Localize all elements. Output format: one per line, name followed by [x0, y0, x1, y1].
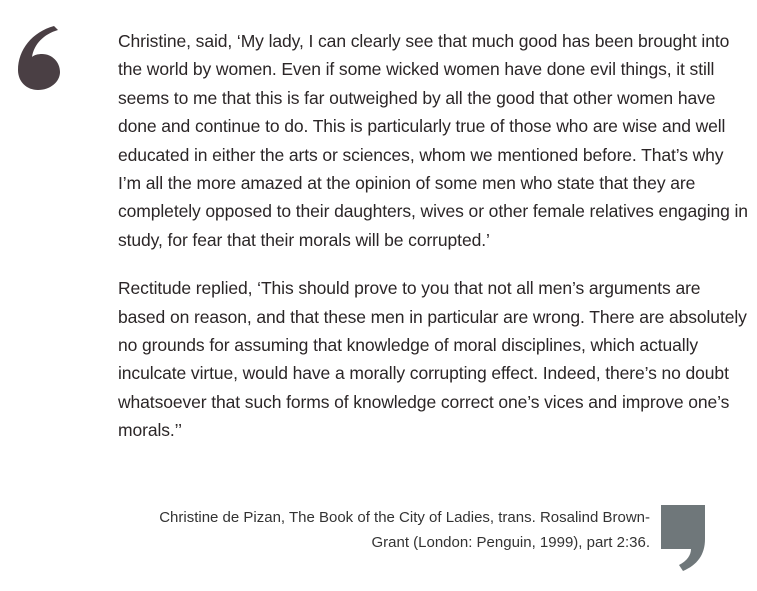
citation — [100, 505, 650, 555]
close-quote-icon — [659, 505, 705, 571]
open-quote-icon — [14, 26, 66, 90]
quote-paragraph: Rectitude replied, ‘This should prove to you that not all men’s arguments are based on reason, and that these men in particular are wrong. There are absolutely no grounds for assuming that knowledge of moral disciplines, which actually inculcate virtue, would have a morally corrupting effect. Indeed, there’s no doubt whatsoever that such forms of knowledge correct one’s vices and improve one’s morals.’’ — [118, 278, 747, 441]
citation-line: Christine de Pizan, The Book of the City of Ladies, trans. Rosalind Brown- — [159, 509, 650, 526]
quote-paragraph: Christine, said, ‘My lady, I can clearly see that much good has been brought into the world by women. Even if some wicked women have done evil things, it still seems to me that this is far outweighed by all the good that other women have done and continue to do. This is particularly true of those who are wise and well educated in either the arts or sciences, whom we mentioned before. That’s why I’m all the more amazed at the opinion of some men who state that they are completely opposed to their daughters, wives or other female relatives engaging in study, for fear that their morals will be corrupted.’ — [118, 31, 748, 250]
citation-line: Grant (London: Penguin, 1999), part 2:36. — [371, 534, 650, 551]
quote-body — [118, 27, 748, 445]
